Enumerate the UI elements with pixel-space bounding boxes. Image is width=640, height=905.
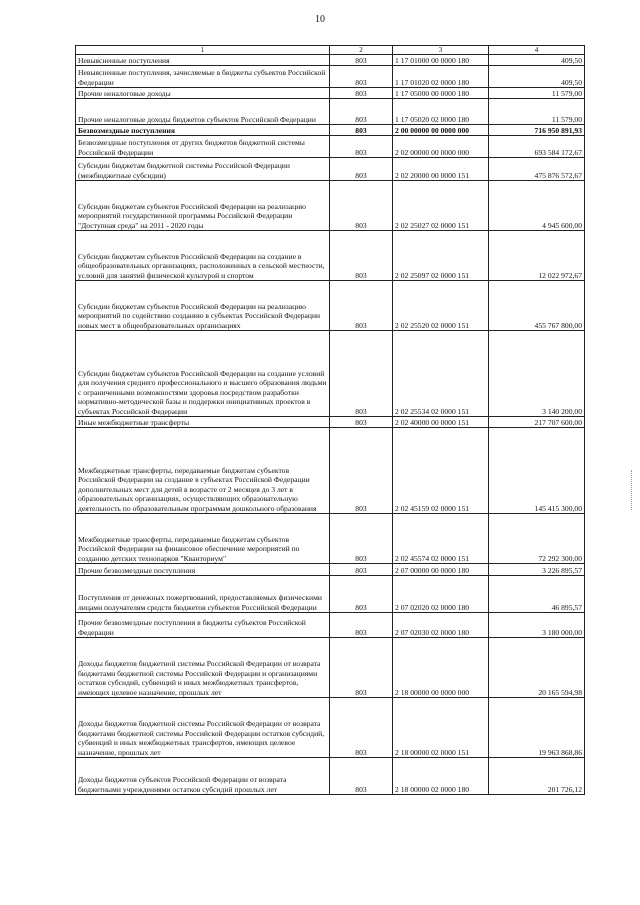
table-row [76, 514, 585, 564]
column-header-1: 1 [76, 46, 330, 55]
row-name-cell: Субсидии бюджетам субъектов Российской Федерации на создание условий для получения среднего профессионального и высшего образования людьми с ограниченными возможностями здоровья посредством разработки нормативно-методической базы и поддержки инициативных проектов в субъектах Российской Федерации [76, 331, 330, 417]
column-header-4: 4 [489, 46, 585, 55]
table-row [76, 125, 585, 136]
row-budget-code-cell: 2 02 25027 02 0000 151 [393, 181, 489, 231]
row-name-cell: Безвозмездные поступления от других бюджетов бюджетной системы Российской Федерации [76, 136, 330, 158]
table-row [76, 88, 585, 99]
row-name-cell: Прочие безвозмездные поступления [76, 564, 330, 576]
row-amount-cell: 3 180 000,00 [489, 613, 585, 638]
row-name-cell: Доходы бюджетов субъектов Российской Федерации от возврата бюджетными учреждениями остатков субсидий прошлых лет [76, 758, 330, 795]
table-header-row [76, 46, 585, 55]
row-budget-code-cell: 2 07 00000 00 0000 180 [393, 564, 489, 576]
row-admin-code-cell: 803 [330, 638, 393, 698]
row-admin-code-cell: 803 [330, 125, 393, 136]
row-budget-code-cell: 2 02 00000 00 0000 000 [393, 136, 489, 158]
row-admin-code-cell: 803 [330, 576, 393, 613]
row-amount-cell: 19 963 868,86 [489, 698, 585, 758]
row-budget-code-cell: 2 18 00000 02 0000 180 [393, 758, 489, 795]
row-budget-code-cell: 2 00 00000 00 0000 000 [393, 125, 489, 136]
row-budget-code-cell: 2 07 02030 02 0000 180 [393, 613, 489, 638]
row-name-cell: Невыясненные поступления [76, 55, 330, 66]
table-row [76, 698, 585, 758]
table-row [76, 231, 585, 281]
row-amount-cell: 693 584 172,67 [489, 136, 585, 158]
row-admin-code-cell: 803 [330, 613, 393, 638]
column-header-2: 2 [330, 46, 393, 55]
row-admin-code-cell: 803 [330, 88, 393, 99]
row-name-cell: Прочие неналоговые доходы бюджетов субъектов Российской Федерации [76, 99, 330, 125]
row-name-cell: Безвозмездные поступления [76, 125, 330, 136]
row-admin-code-cell: 803 [330, 331, 393, 417]
table-row [76, 55, 585, 66]
table-row [76, 281, 585, 331]
row-admin-code-cell: 803 [330, 55, 393, 66]
row-admin-code-cell: 803 [330, 181, 393, 231]
row-admin-code-cell: 803 [330, 417, 393, 428]
row-name-cell: Прочие неналоговые доходы [76, 88, 330, 99]
row-name-cell: Доходы бюджетов бюджетной системы Российской Федерации от возврата бюджетами бюджетной системы Российской Федерации и организациями остатков субсидий, субвенций и иных межбюджетных трансфертов, имеющих целевое назначение, прошлых лет [76, 638, 330, 698]
row-amount-cell: 72 292 300,00 [489, 514, 585, 564]
row-amount-cell: 3 140 200,00 [489, 331, 585, 417]
row-amount-cell: 217 707 600,00 [489, 417, 585, 428]
row-budget-code-cell: 2 02 45159 02 0000 151 [393, 428, 489, 514]
row-name-cell: Субсидии бюджетам субъектов Российской Федерации на реализацию мероприятий государственной программы Российской Федерации "Доступная среда" на 2011 - 2020 годы [76, 181, 330, 231]
row-name-cell: Субсидии бюджетам бюджетной системы Российской Федерации (межбюджетные субсидии) [76, 158, 330, 181]
table-row [76, 428, 585, 514]
table-row [76, 136, 585, 158]
row-budget-code-cell: 2 02 20000 00 0000 151 [393, 158, 489, 181]
row-admin-code-cell: 803 [330, 99, 393, 125]
table-row [76, 758, 585, 795]
table-row [76, 66, 585, 88]
row-name-cell: Прочие безвозмездные поступления в бюджеты субъектов Российской Федерации [76, 613, 330, 638]
column-header-3: 3 [393, 46, 489, 55]
row-budget-code-cell: 1 17 01020 02 0000 180 [393, 66, 489, 88]
row-amount-cell: 716 950 891,93 [489, 125, 585, 136]
table-row [76, 99, 585, 125]
row-amount-cell: 4 945 600,00 [489, 181, 585, 231]
row-name-cell: Межбюджетные трансферты, передаваемые бюджетам субъектов Российской Федерации на финансовое обеспечение мероприятий по созданию детских технопарков "Кванториум" [76, 514, 330, 564]
row-name-cell: Доходы бюджетов бюджетной системы Российской Федерации от возврата бюджетами бюджетной системы Российской Федерации остатков субсидий, субвенций и иных межбюджетных трансфертов, имеющих целевое назначение, прошлых лет [76, 698, 330, 758]
scan-edge-marks [631, 470, 638, 510]
row-amount-cell: 409,50 [489, 55, 585, 66]
row-admin-code-cell: 803 [330, 136, 393, 158]
row-admin-code-cell: 803 [330, 428, 393, 514]
row-name-cell: Межбюджетные трансферты, передаваемые бюджетам субъектов Российской Федерации на создание в субъектах Российской Федерации дополнительных мест для детей в возрасте от 2 месяцев до 3 лет в образовательных организациях, осуществляющих образовательную деятельность по образовательным программам дошкольного образования [76, 428, 330, 514]
row-amount-cell: 46 895,57 [489, 576, 585, 613]
row-budget-code-cell: 1 17 05020 02 0000 180 [393, 99, 489, 125]
row-admin-code-cell: 803 [330, 564, 393, 576]
row-name-cell: Поступления от денежных пожертвований, предоставляемых физическими лицами получателям средств бюджетов субъектов Российской Федерации [76, 576, 330, 613]
table-row [76, 576, 585, 613]
row-amount-cell: 11 579,00 [489, 88, 585, 99]
row-budget-code-cell: 2 18 00000 00 0000 000 [393, 638, 489, 698]
row-admin-code-cell: 803 [330, 231, 393, 281]
row-budget-code-cell: 1 17 01000 00 0000 180 [393, 55, 489, 66]
row-name-cell: Субсидии бюджетам субъектов Российской Федерации на создание в общеобразовательных организациях, расположенных в сельской местности, условий для занятий физической культурой и спортом [76, 231, 330, 281]
table-row [76, 613, 585, 638]
row-admin-code-cell: 803 [330, 281, 393, 331]
row-amount-cell: 475 876 572,67 [489, 158, 585, 181]
row-amount-cell: 201 726,12 [489, 758, 585, 795]
revenue-table [75, 45, 585, 795]
row-budget-code-cell: 2 18 00000 02 0000 151 [393, 698, 489, 758]
row-amount-cell: 3 226 895,57 [489, 564, 585, 576]
row-budget-code-cell: 1 17 05000 00 0000 180 [393, 88, 489, 99]
row-budget-code-cell: 2 07 02020 02 0000 180 [393, 576, 489, 613]
row-budget-code-cell: 2 02 40000 00 0000 151 [393, 417, 489, 428]
table-row [76, 417, 585, 428]
row-amount-cell: 12 022 972,67 [489, 231, 585, 281]
table-row [76, 638, 585, 698]
table-row [76, 181, 585, 231]
row-admin-code-cell: 803 [330, 514, 393, 564]
table-row [76, 158, 585, 181]
row-amount-cell: 145 415 300,00 [489, 428, 585, 514]
row-name-cell: Невыясненные поступления, зачисляемые в бюджеты субъектов Российской Федерации [76, 66, 330, 88]
row-name-cell: Иные межбюджетные трансферты [76, 417, 330, 428]
row-admin-code-cell: 803 [330, 158, 393, 181]
table-row [76, 564, 585, 576]
row-amount-cell: 20 165 594,98 [489, 638, 585, 698]
row-budget-code-cell: 2 02 25520 02 0000 151 [393, 281, 489, 331]
row-amount-cell: 409,50 [489, 66, 585, 88]
page-number: 10 [315, 14, 325, 25]
row-budget-code-cell: 2 02 25534 02 0000 151 [393, 331, 489, 417]
row-budget-code-cell: 2 02 45574 02 0000 151 [393, 514, 489, 564]
row-admin-code-cell: 803 [330, 758, 393, 795]
row-amount-cell: 455 767 800,00 [489, 281, 585, 331]
row-admin-code-cell: 803 [330, 698, 393, 758]
row-budget-code-cell: 2 02 25097 02 0000 151 [393, 231, 489, 281]
row-name-cell: Субсидии бюджетам субъектов Российской Федерации на реализацию мероприятий по содействию созданию в субъектах Российской Федерации новых мест в общеобразовательных организациях [76, 281, 330, 331]
row-amount-cell: 11 579,00 [489, 99, 585, 125]
row-admin-code-cell: 803 [330, 66, 393, 88]
table-row [76, 331, 585, 417]
